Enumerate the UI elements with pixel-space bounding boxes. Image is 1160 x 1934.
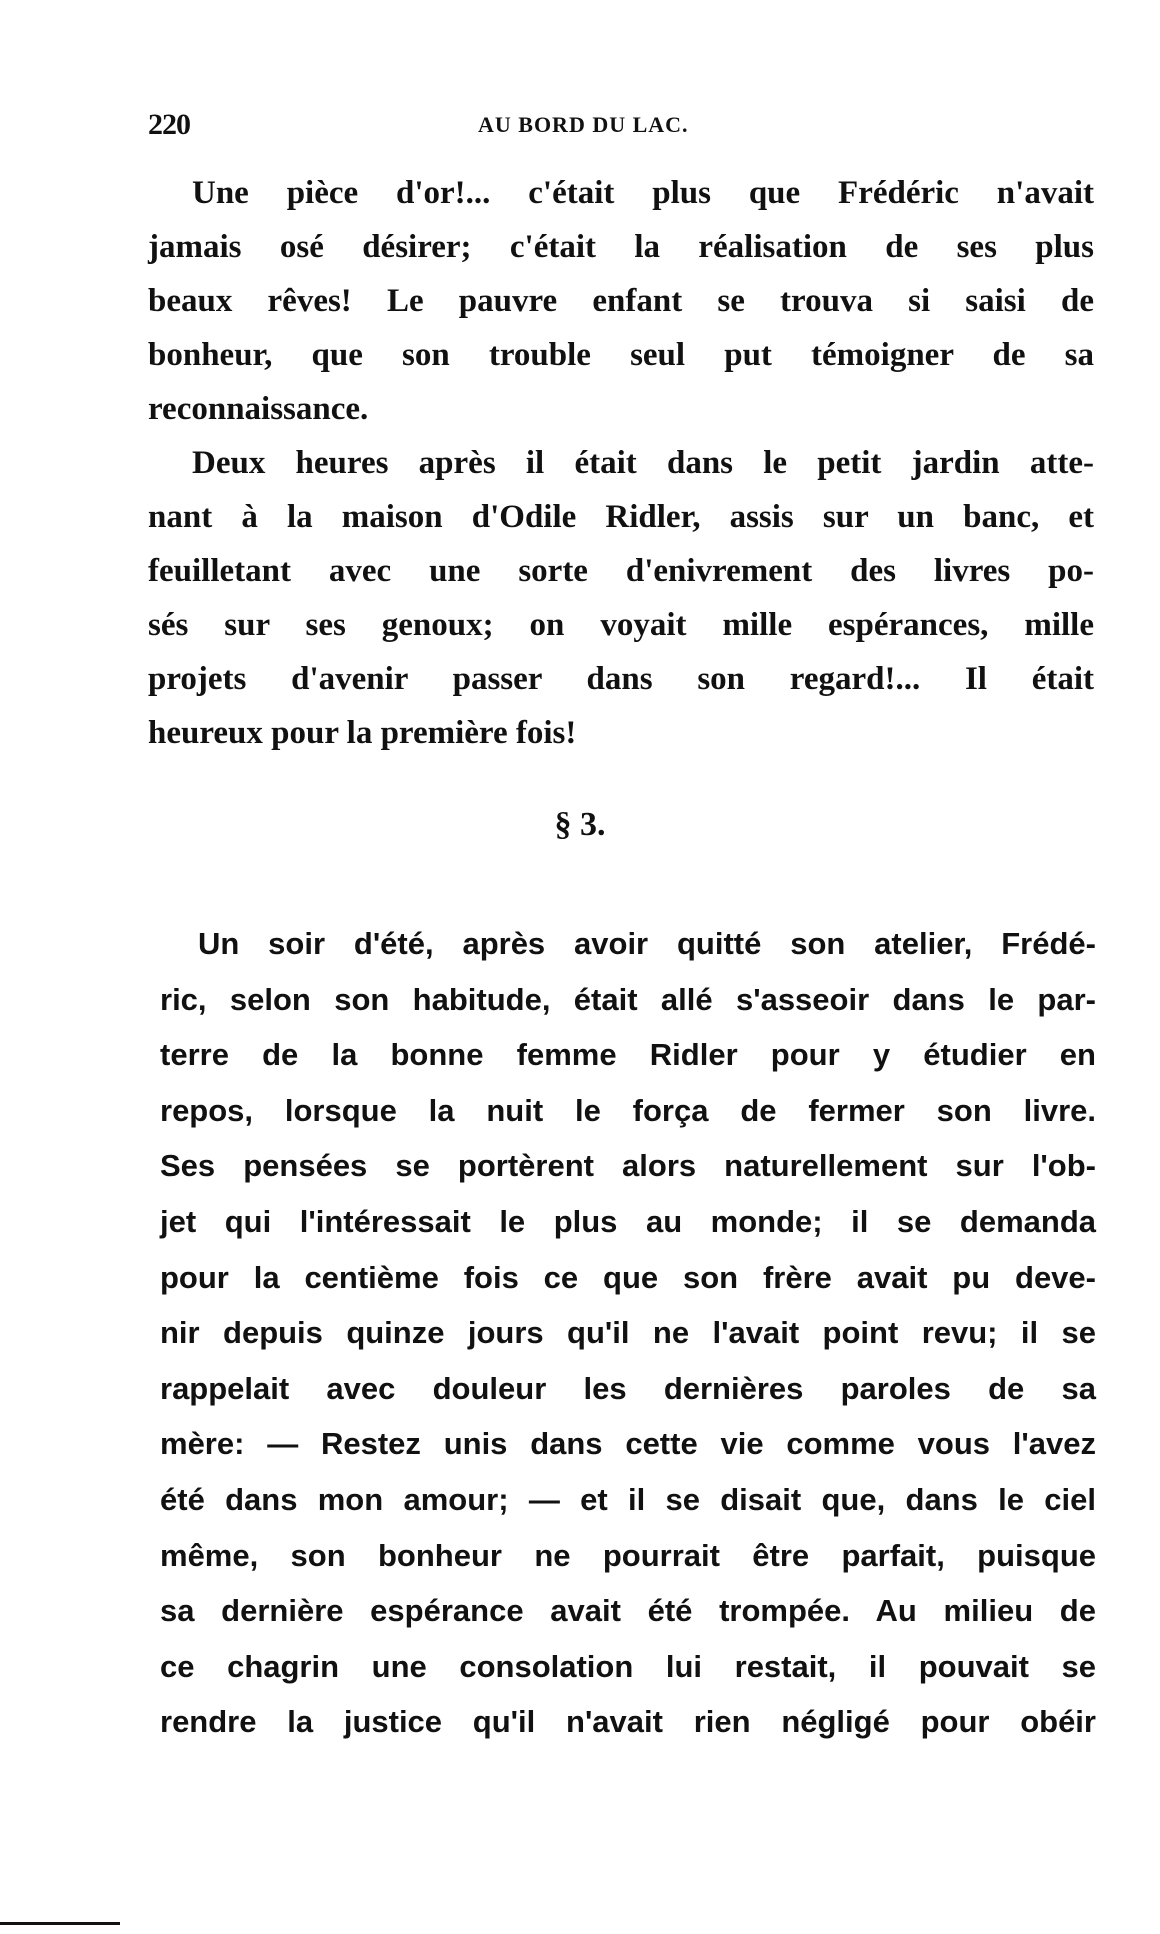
paragraph-line: même, son bonheur ne pourrait être parfait, puisque	[160, 1537, 1096, 1573]
paragraph-line: nir depuis quinze jours qu'il ne l'avait point revu; il se	[160, 1315, 1096, 1351]
paragraph-line: mère: — Restez unis dans cette vie comme vous l'avez	[160, 1426, 1096, 1462]
paragraph-line: projets d'avenir passer dans son regard!... Il était	[148, 661, 1094, 697]
section-heading: § 3.	[554, 806, 606, 843]
paragraph-line: Deux heures après il était dans le petit jardin atte-	[192, 445, 1094, 481]
paragraph-1	[148, 166, 1094, 436]
running-head: AU BORD DU LAC.	[478, 112, 689, 137]
paragraph-line: feuilletant avec une sorte d'enivrement des livres po-	[148, 553, 1094, 589]
paragraph-line: Une pièce d'or!... c'était plus que Frédéric n'avait	[192, 175, 1094, 211]
paragraph-line: été dans mon amour; — et il se disait que, dans le ciel	[160, 1481, 1096, 1517]
paragraph-3	[160, 916, 1096, 1750]
paragraph-line: nant à la maison d'Odile Ridler, assis sur un banc, et	[148, 499, 1094, 535]
paragraph-line: Ses pensées se portèrent alors naturellement sur l'ob-	[160, 1148, 1096, 1184]
paragraph-line: bonheur, que son trouble seul put témoigner de sa	[148, 337, 1094, 373]
paragraph-line: jamais osé désirer; c'était la réalisation de ses plus	[148, 229, 1094, 265]
paragraph-line: ce chagrin une consolation lui restait, il pouvait se	[160, 1648, 1096, 1684]
footer-rule	[0, 1922, 120, 1925]
paragraph-line: jet qui l'intéressait le plus au monde; il se demanda	[160, 1203, 1096, 1239]
page-number: 220	[148, 108, 190, 141]
paragraph-line: ric, selon son habitude, était allé s'asseoir dans le par-	[160, 981, 1096, 1017]
paragraph-line: rendre la justice qu'il n'avait rien négligé pour obéir	[160, 1704, 1096, 1740]
paragraph-line: sés sur ses genoux; on voyait mille espérances, mille	[148, 607, 1094, 643]
paragraph-line: sa dernière espérance avait été trompée. Au milieu de	[160, 1593, 1096, 1629]
page-header	[148, 108, 1088, 148]
paragraph-line: terre de la bonne femme Ridler pour y étudier en	[160, 1037, 1096, 1073]
paragraph-line: Un soir d'été, après avoir quitté son atelier, Frédé-	[198, 926, 1096, 961]
paragraph-line: pour la centième fois ce que son frère avait pu deve-	[160, 1259, 1096, 1295]
paragraph-line: rappelait avec douleur les dernières paroles de sa	[160, 1370, 1096, 1406]
paragraph-line: heureux pour la première fois!	[148, 715, 577, 751]
paragraph-line: beaux rêves! Le pauvre enfant se trouva si saisi de	[148, 283, 1094, 319]
paragraph-2	[148, 436, 1094, 760]
paragraph-line: reconnaissance.	[148, 391, 369, 427]
paragraph-line: repos, lorsque la nuit le força de fermer son livre.	[160, 1092, 1096, 1128]
